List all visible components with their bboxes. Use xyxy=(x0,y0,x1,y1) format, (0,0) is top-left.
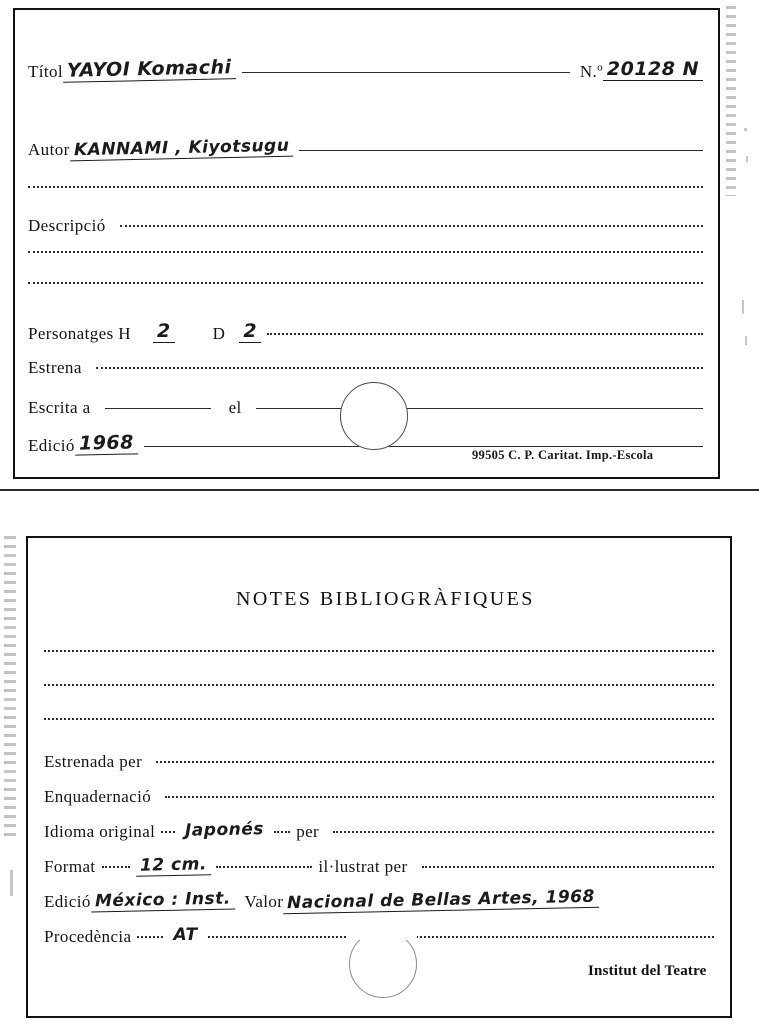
edicio-label-bottom: Edició xyxy=(44,892,91,911)
enquadernacio-dots xyxy=(165,796,714,798)
titol-rule xyxy=(242,72,570,73)
blank-rule-1 xyxy=(28,186,703,188)
idioma-dots-left xyxy=(161,831,175,833)
el-label: el xyxy=(228,398,242,417)
notes-title: NOTES BIBLIOGRÀFIQUES xyxy=(236,588,535,610)
printer-stamp-top: 99505 C. P. Caritat. Imp.-Escola xyxy=(472,448,654,462)
scan-speckle-3 xyxy=(742,300,744,314)
scan-speckle-1 xyxy=(744,128,747,131)
procedencia-dots-left xyxy=(137,936,163,938)
notes-blank-rule-2 xyxy=(44,684,714,686)
edicio-rule-top xyxy=(144,446,703,447)
field-row-titol xyxy=(28,56,703,83)
field-row-edicio-bottom xyxy=(44,886,714,914)
num-label: N.º xyxy=(579,62,603,81)
card-separator xyxy=(0,489,759,491)
notch-mask-bottom xyxy=(347,926,417,940)
illustrat-per-label: il·lustrat per xyxy=(318,857,408,876)
scan-edge-artifact-bottom xyxy=(4,536,16,836)
enquadernacio-label: Enquadernació xyxy=(44,787,152,806)
scan-speckle-2 xyxy=(746,156,748,162)
edicio-label-top: Edició xyxy=(28,436,75,455)
idioma-per-dots xyxy=(333,831,714,833)
procedencia-dots xyxy=(208,936,714,938)
escrita-a-label: Escrita a xyxy=(28,398,91,417)
personatges-label: Personatges H xyxy=(28,324,131,343)
idioma-dots-mid xyxy=(274,831,290,833)
escrita-a-rule xyxy=(105,408,211,409)
field-row-enquadernacio xyxy=(44,787,714,807)
personatges-h-value: 2 xyxy=(153,320,175,343)
field-row-estrena xyxy=(28,358,703,378)
format-dots-left xyxy=(102,866,130,868)
format-label: Format xyxy=(44,857,96,876)
field-row-descripcio xyxy=(28,216,703,236)
edicio-value-top: 1968 xyxy=(75,431,138,455)
estrenada-per-dots xyxy=(156,761,714,763)
descripcio-label: Descripció xyxy=(28,216,106,235)
titol-value: YAYOI Komachi xyxy=(63,56,236,83)
field-row-personatges xyxy=(28,322,703,345)
personatges-d-value: 2 xyxy=(239,320,261,343)
valor-value: Nacional de Bellas Artes, 1968 xyxy=(283,887,599,915)
valor-label: Valor xyxy=(244,892,284,911)
scan-speckle-5 xyxy=(10,870,13,896)
estrenada-per-label: Estrenada per xyxy=(44,752,143,771)
idioma-per-label: per xyxy=(296,822,320,841)
scan-edge-artifact-top xyxy=(726,6,736,196)
descripcio-dots xyxy=(120,225,703,227)
field-row-idioma-original xyxy=(44,819,714,842)
estrena-label: Estrena xyxy=(28,358,82,377)
format-value: 12 cm. xyxy=(135,854,210,877)
field-row-format xyxy=(44,854,714,878)
field-row-autor xyxy=(28,135,703,161)
autor-rule xyxy=(299,150,703,151)
format-dots-mid xyxy=(216,866,312,868)
scan-speckle-4 xyxy=(745,336,747,345)
idioma-original-value: Japonés xyxy=(185,819,265,841)
estrena-dots xyxy=(96,367,703,369)
idioma-original-label: Idioma original xyxy=(44,822,156,841)
field-row-estrenada-per xyxy=(44,752,714,772)
blank-rule-3 xyxy=(28,282,703,284)
notes-blank-rule-1 xyxy=(44,650,714,652)
autor-value: KANNAMI , Kiyotsugu xyxy=(69,136,293,162)
num-value: 20128 N xyxy=(603,58,703,81)
blank-rule-2 xyxy=(28,251,703,253)
notes-blank-rule-3 xyxy=(44,718,714,720)
personatges-dots xyxy=(267,333,703,335)
procedencia-label: Procedència xyxy=(44,927,132,946)
edicio-value-bottom: México : Inst. xyxy=(91,888,235,912)
personatges-d-label: D xyxy=(212,324,226,343)
punch-notch-bottom xyxy=(349,930,417,998)
punch-notch-top xyxy=(340,382,408,450)
el-rule xyxy=(256,408,703,409)
illustrat-per-dots xyxy=(422,866,715,868)
institute-stamp: Institut del Teatre xyxy=(588,963,707,979)
titol-label: Títol xyxy=(28,62,64,81)
autor-label: Autor xyxy=(28,140,70,159)
procedencia-value: AT xyxy=(173,925,198,945)
